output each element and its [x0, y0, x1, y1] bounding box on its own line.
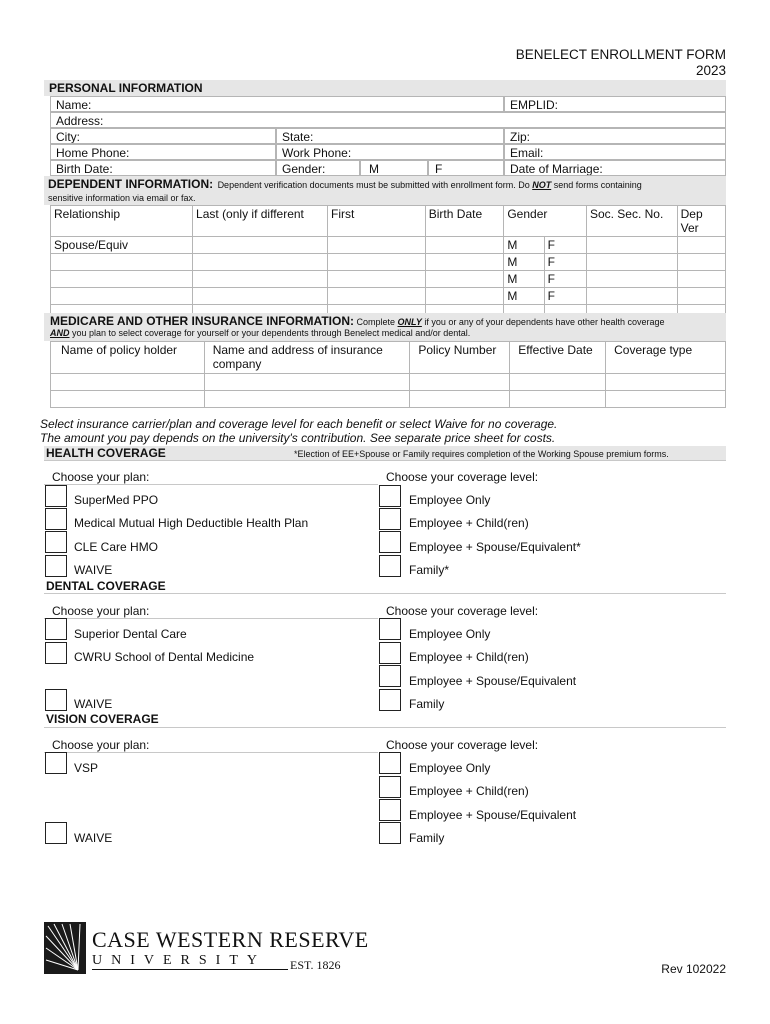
gender-label: Gender:: [276, 160, 360, 176]
dep-gender-f[interactable]: F: [544, 254, 586, 271]
health-plan-waive: WAIVE: [74, 563, 113, 577]
health-choose-plan-label: Choose your plan:: [52, 470, 150, 484]
city-field[interactable]: City:: [50, 128, 276, 144]
dep-gender-f[interactable]: F: [544, 288, 586, 305]
health-header: HEALTH COVERAGE: [46, 446, 166, 460]
state-field[interactable]: State:: [276, 128, 504, 144]
dep-first-input[interactable]: [328, 254, 426, 271]
dental-plan-waive: WAIVE: [74, 697, 113, 711]
dependent-note-line2: sensitive information via email or fax.: [48, 193, 196, 203]
table-row: [51, 374, 726, 391]
dependent-info-banner: [44, 176, 726, 205]
dental-choose-level-label: Choose your coverage level:: [386, 604, 539, 618]
vision-plan-waive: WAIVE: [74, 831, 113, 845]
vision-level-checkbox-ee-spouse[interactable]: [379, 799, 401, 821]
table-row: [51, 271, 726, 288]
dental-plan-superior: Superior Dental Care: [74, 627, 187, 641]
med-coverage-type-input[interactable]: [606, 374, 726, 391]
dep-gender-m[interactable]: M: [504, 237, 544, 254]
birth-date-field[interactable]: Birth Date:: [50, 160, 276, 176]
vision-level-checkbox-ee[interactable]: [379, 752, 401, 774]
dep-first-input[interactable]: [328, 271, 426, 288]
dental-level-ee-child: Employee + Child(ren): [409, 650, 529, 664]
med-policy-number-input[interactable]: [410, 391, 510, 408]
med-company-input[interactable]: [204, 374, 410, 391]
health-level-ee: Employee Only: [409, 493, 491, 507]
zip-field[interactable]: Zip:: [504, 128, 726, 144]
vision-level-checkbox-family[interactable]: [379, 822, 401, 844]
revision-label: Rev 102022: [661, 962, 726, 976]
medicare-note-pre: Complete: [354, 317, 398, 327]
dental-plan-cwru: CWRU School of Dental Medicine: [74, 650, 255, 664]
dental-plan-checkbox-waive[interactable]: [45, 689, 67, 711]
name-field[interactable]: Name:: [50, 96, 504, 112]
med-policy-holder-input[interactable]: [51, 374, 205, 391]
health-level-ee-spouse: Employee + Spouse/Equivalent*: [409, 540, 581, 554]
dep-last-input[interactable]: [193, 237, 328, 254]
dental-level-checkbox-ee[interactable]: [379, 618, 401, 640]
dep-gender-m[interactable]: M: [504, 288, 544, 305]
medicare-table: [50, 341, 726, 408]
dep-gender-f[interactable]: F: [544, 271, 586, 288]
dep-col-birth-date: Birth Date: [425, 206, 504, 237]
med-policy-number-input[interactable]: [410, 374, 510, 391]
dep-col-dep-ver: Dep Ver: [677, 206, 725, 237]
dep-col-ssn: Soc. Sec. No.: [586, 206, 677, 237]
date-of-marriage-field[interactable]: Date of Marriage:: [504, 160, 726, 176]
form-year: 2023: [695, 63, 726, 78]
dental-plan-checkbox-superior[interactable]: [45, 618, 67, 640]
dependent-table: [50, 205, 726, 320]
dep-col-last: Last (only if different: [193, 206, 328, 237]
vision-plan-checkbox-vsp[interactable]: [45, 752, 67, 774]
dep-relationship-input[interactable]: [51, 254, 193, 271]
dep-ver-input[interactable]: [677, 271, 725, 288]
med-coverage-type-input[interactable]: [606, 391, 726, 408]
medicare-note-and: AND: [50, 328, 70, 338]
med-col-policy-holder: Name of policy holder: [51, 342, 205, 374]
dental-header: DENTAL COVERAGE: [46, 579, 166, 593]
dep-ssn-input[interactable]: [586, 254, 677, 271]
dep-relationship-input[interactable]: [51, 288, 193, 305]
dep-birth-input[interactable]: [425, 237, 504, 254]
dep-col-first: First: [328, 206, 426, 237]
instructions-line2: The amount you pay depends on the university's contribution. See separate price sheet for costs.: [40, 431, 556, 445]
medicare-note-only: ONLY: [397, 317, 422, 327]
vision-choose-level-label: Choose your coverage level:: [386, 738, 539, 752]
dep-gender-m[interactable]: M: [504, 271, 544, 288]
vision-level-checkbox-ee-child[interactable]: [379, 776, 401, 798]
dep-ver-input[interactable]: [677, 237, 725, 254]
health-level-checkbox-family[interactable]: [379, 555, 401, 577]
university-logo: [44, 920, 369, 976]
logo-est: EST. 1826: [290, 958, 341, 972]
vision-level-ee: Employee Only: [409, 761, 491, 775]
dep-gender-f[interactable]: F: [544, 237, 586, 254]
med-policy-holder-input[interactable]: [51, 391, 205, 408]
medicare-note-post: if you or any of your dependents have other health coverage: [421, 317, 665, 327]
dep-first-input[interactable]: [328, 288, 426, 305]
address-field[interactable]: Address:: [50, 112, 726, 128]
vision-choose-plan-label: Choose your plan:: [52, 738, 150, 752]
emplid-field[interactable]: EMPLID:: [504, 96, 726, 112]
dependent-note-not: NOT: [532, 180, 552, 190]
health-plan-supermed: SuperMed PPO: [74, 493, 159, 507]
dep-relationship-input[interactable]: [51, 271, 193, 288]
med-company-input[interactable]: [204, 391, 410, 408]
dep-ver-input[interactable]: [677, 288, 725, 305]
vision-header: VISION COVERAGE: [46, 712, 159, 726]
dep-ssn-input[interactable]: [586, 237, 677, 254]
email-field[interactable]: Email:: [504, 144, 726, 160]
dental-level-family: Family: [409, 697, 445, 711]
health-level-ee-child: Employee + Child(ren): [409, 516, 529, 530]
vision-plan-vsp: VSP: [74, 761, 99, 775]
dep-spouse-label: Spouse/Equiv: [51, 237, 193, 254]
dental-level-checkbox-ee-child[interactable]: [379, 642, 401, 664]
home-phone-field[interactable]: Home Phone:: [50, 144, 276, 160]
health-level-checkbox-ee[interactable]: [379, 485, 401, 507]
medicare-banner: [44, 313, 726, 341]
med-col-coverage-type: Coverage type: [606, 342, 726, 374]
medicare-header: MEDICARE AND OTHER INSURANCE INFORMATION:: [50, 314, 354, 328]
health-plan-mmhdhp: Medical Mutual High Deductible Health Plan: [74, 516, 309, 530]
dental-level-checkbox-family[interactable]: [379, 689, 401, 711]
dental-level-ee-spouse: Employee + Spouse/Equivalent: [409, 674, 577, 688]
dependent-note-pre: Dependent verification documents must be submitted with enrollment form. Do: [217, 180, 533, 190]
form-title: BENELECT ENROLLMENT FORM: [515, 47, 726, 62]
dental-level-ee: Employee Only: [409, 627, 491, 641]
health-plan-checkbox-mmhdhp[interactable]: [45, 508, 67, 530]
vision-level-ee-child: Employee + Child(ren): [409, 784, 529, 798]
dep-birth-input[interactable]: [425, 288, 504, 305]
dep-first-input[interactable]: [328, 237, 426, 254]
health-choose-level-label: Choose your coverage level:: [386, 470, 539, 484]
table-row: [51, 237, 726, 254]
dep-last-input[interactable]: [193, 288, 328, 305]
med-effective-date-input[interactable]: [510, 391, 606, 408]
gender-f-option[interactable]: F: [428, 160, 504, 176]
logo-line1: CASE WESTERN RESERVE: [92, 927, 369, 952]
dental-plan-checkbox-cwru[interactable]: [45, 642, 67, 664]
health-plan-checkbox-clecare[interactable]: [45, 531, 67, 553]
dental-choose-plan-label: Choose your plan:: [52, 604, 150, 618]
logo-line2: UNIVERSITY: [92, 953, 266, 968]
vision-level-ee-spouse: Employee + Spouse/Equivalent: [409, 808, 577, 822]
dep-birth-input[interactable]: [425, 271, 504, 288]
dependent-info-header: DEPENDENT INFORMATION:: [48, 177, 214, 191]
health-note: *Election of EE+Spouse or Family requires completion of the Working Spouse premium forms.: [294, 449, 669, 459]
dep-birth-input[interactable]: [425, 254, 504, 271]
vision-plan-checkbox-waive[interactable]: [45, 822, 67, 844]
dep-col-gender: Gender: [504, 206, 587, 237]
health-plan-checkbox-supermed[interactable]: [45, 485, 67, 507]
university-seal-icon: [44, 922, 86, 974]
dep-last-input[interactable]: [193, 254, 328, 271]
work-phone-field[interactable]: Work Phone:: [276, 144, 504, 160]
health-plan-clecare: CLE Care HMO: [74, 540, 159, 554]
med-effective-date-input[interactable]: [510, 374, 606, 391]
health-plan-checkbox-waive[interactable]: [45, 555, 67, 577]
medicare-note-line2: you plan to select coverage for yourself or your dependents through Benelect medical and/or dental.: [69, 328, 471, 338]
health-level-checkbox-ee-child[interactable]: [379, 508, 401, 530]
health-level-family: Family*: [409, 563, 450, 577]
vision-level-family: Family: [409, 831, 445, 845]
med-col-policy-number: Policy Number: [410, 342, 510, 374]
health-level-checkbox-ee-spouse[interactable]: [379, 531, 401, 553]
gender-m-option[interactable]: M: [360, 160, 428, 176]
med-col-effective-date: Effective Date: [510, 342, 606, 374]
dep-last-input[interactable]: [193, 271, 328, 288]
med-col-insurance-company: Name and address of insurance company: [204, 342, 410, 374]
table-row: [51, 254, 726, 271]
dep-gender-m[interactable]: M: [504, 254, 544, 271]
dep-ssn-input[interactable]: [586, 271, 677, 288]
dental-level-checkbox-ee-spouse[interactable]: [379, 665, 401, 687]
personal-info-header: PERSONAL INFORMATION: [44, 80, 726, 96]
table-row: [51, 288, 726, 305]
dep-col-relationship: Relationship: [51, 206, 193, 237]
table-row: [51, 391, 726, 408]
dep-ssn-input[interactable]: [586, 288, 677, 305]
dependent-note-post: send forms containing: [551, 180, 642, 190]
dep-ver-input[interactable]: [677, 254, 725, 271]
instructions-line1: Select insurance carrier/plan and coverage level for each benefit or select Waive for no coverage.: [40, 417, 558, 431]
